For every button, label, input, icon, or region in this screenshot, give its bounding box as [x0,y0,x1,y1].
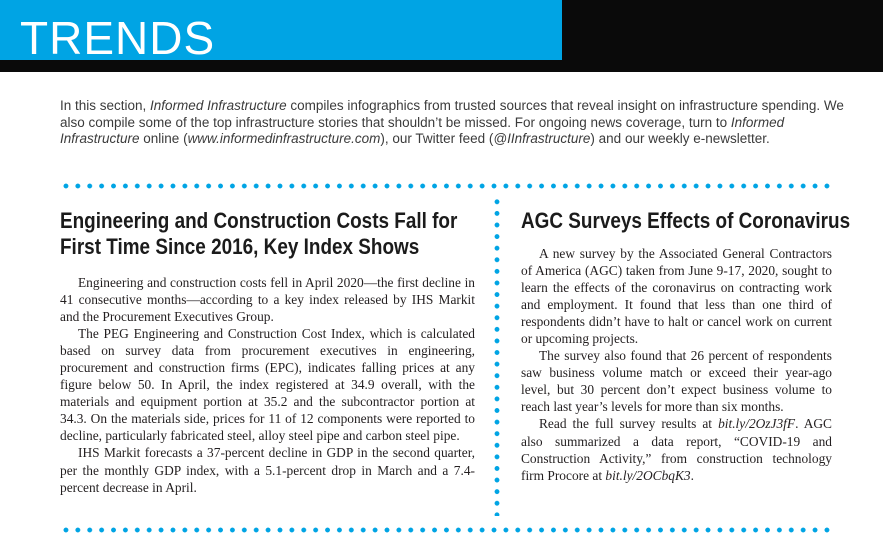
dotted-divider-bottom [60,527,830,533]
intro-text: In this section, [60,98,151,113]
dotted-divider-column [494,196,500,516]
left-article-headline [60,208,457,260]
article-paragraph [521,415,832,483]
intro-paragraph [60,98,860,148]
intro-text: online ( [139,131,188,146]
article-text: . AGC also summarized a data report, “COVID-19 and Construction Activity,” from construction technology firm Procore at [521,416,832,483]
section-title: TRENDS [20,12,216,64]
intro-text: ), our Twitter feed ( [380,131,494,146]
article-paragraph: A new survey by the Associated General Contractors of America (AGC) taken from June 9-17, 2020, sought to learn the effects of the coronavirus on contracting work and employment. It found that less than one third of respondents didn’t have to halt or cancel work on current or upcoming projects. [521,246,832,347]
right-article-body [521,245,832,484]
headline-line: Engineering and Construction Costs Fall for [60,208,458,233]
publication-name: Informed Infrastructure [150,98,287,113]
article-paragraph: IHS Markit forecasts a 37-percent decline in GDP in the second quarter, per the monthly GDP index, with a 5.1-percent drop in March and a 7.4-percent decrease in April. [60,445,475,495]
publication-name: Informed Infrastructure [60,114,785,146]
intro-text: compiles infographics from trusted sources that reveal insight on infrastructure spending. We also compile some of the top infrastructure stories that shouldn’t be missed. For ongoing news coverage, turn to [60,98,844,130]
procore-report-link[interactable]: bit.ly/2OCbqK3 [605,467,691,483]
dotted-divider-top [60,183,830,189]
left-article-body [60,274,475,496]
article-paragraph: Engineering and construction costs fell in April 2020—the first decline in 41 consecutive months—according to a key index released by IHS Markit and the Procurement Executives Group. [60,275,475,325]
article-text: . [690,467,694,483]
right-article-headline: AGC Surveys Effects of Coronavirus [521,208,851,233]
website-link[interactable]: www.informedinfrastructure.com [187,131,381,146]
survey-link[interactable]: bit.ly/2OzJ3fF [718,416,796,432]
twitter-handle[interactable]: @IInfrastructure [493,131,591,146]
article-paragraph: The PEG Engineering and Construction Cost Index, which is calculated based on survey data from procurement executives in engineering, procurement and construction firms (EPC), indicates falling prices at any figure below 50. In April, the index registered at 34.9 overall, with the materials and equipment portion at 35.2 and the subcontractor portion at 34.3. On the materials side, prices for 11 of 12 components were reported to decline, particularly fabricated steel, alloy steel pipe and carbon steel pipe. [60,326,475,444]
headline-line: First Time Since 2016, Key Index Shows [60,234,420,259]
article-text: Read the full survey results at [539,416,719,432]
article-paragraph: The survey also found that 26 percent of respondents saw business volume match or exceed their year-ago level, but 30 percent don’t expect business volume to reach last year’s levels for more than six months. [521,348,832,415]
intro-text: ) and our weekly e-newsletter. [590,131,770,146]
